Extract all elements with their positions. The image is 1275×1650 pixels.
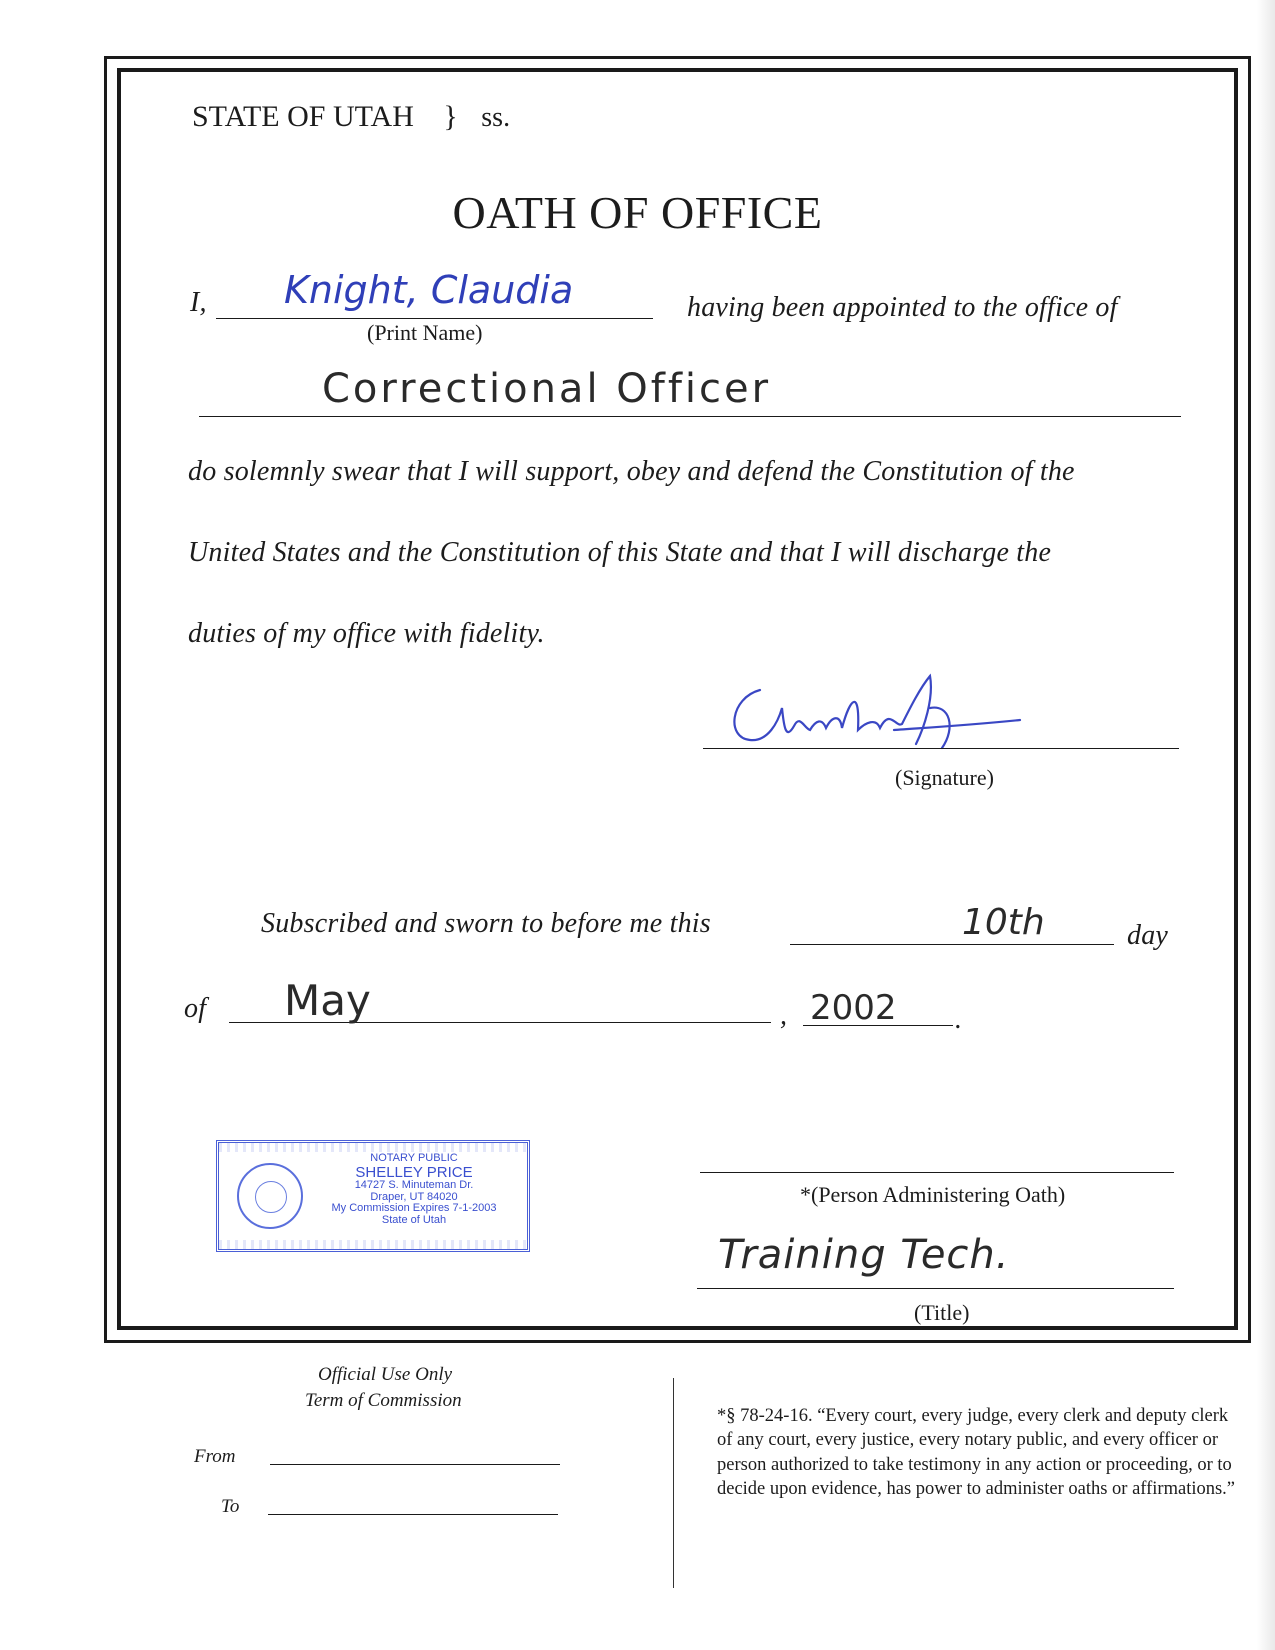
title-line [697,1288,1174,1289]
notary-name: SHELLEY PRICE [355,1163,473,1181]
administrator-signature-line [700,1172,1174,1173]
administrator-caption: *(Person Administering Oath) [800,1182,1066,1207]
page-edge-shadow [1257,0,1275,1650]
print-name-line [216,318,653,319]
office-value: Correctional Officer [322,366,772,412]
oath-text-line-2: United States and the Constitution of this State and that I will discharge the [188,537,1052,568]
notary-stamp-text [299,1153,529,1226]
signature-line [703,748,1179,749]
from-label: From [194,1446,236,1467]
of-label: of [184,993,207,1024]
day-line [790,944,1114,945]
notary-commission: My Commission Expires 7-1-2003 [331,1202,497,1215]
venue-header [192,100,510,134]
office-line [199,416,1181,417]
oath-text-line-1: do solemnly swear that I will support, obey and defend the Constitution of the [188,456,1075,487]
appointed-text: having been appointed to the office of [687,292,1118,323]
footer-divider [673,1378,674,1588]
month-comma: , [780,1000,788,1031]
print-name-caption: (Print Name) [367,320,483,345]
notary-heading: NOTARY PUBLIC [370,1152,458,1164]
notary-address-1: 14727 S. Minuteman Dr. [354,1179,474,1192]
statute-footnote: *§ 78-24-16. “Every court, every judge, every clerk and deputy clerk of any court, every justice, every notary public, and every officer or person authorized to take testimony in any action or proceeding, or to decide upon evidence, has power to administer oaths or affirmations.” [717,1406,1236,1500]
state-seal-icon [237,1163,303,1229]
ss-label: ss. [481,102,511,133]
title-value: Training Tech. [718,1232,1010,1278]
from-line [270,1464,560,1465]
oath-text-line-3: duties of my office with fidelity. [188,618,545,649]
official-use-heading: Official Use Only [318,1364,453,1385]
to-label: To [221,1496,240,1517]
year-period: . [955,1004,963,1035]
to-line [268,1514,558,1515]
month-value: May [284,976,371,1025]
year-value: 2002 [810,988,897,1028]
title-caption: (Title) [914,1300,970,1325]
notary-address-2: Draper, UT 84020 [370,1190,458,1203]
oath-signature [720,668,1040,768]
signature-caption: (Signature) [895,765,994,790]
venue-brace: } [443,100,458,133]
day-value: 10th [962,902,1045,943]
oath-prefix: I, [190,287,207,318]
notary-stamp [216,1140,530,1252]
page-title: OATH OF OFFICE [452,187,823,238]
notary-state: State of Utah [381,1213,447,1226]
day-label: day [1127,920,1169,951]
term-of-commission-heading: Term of Commission [305,1390,462,1411]
print-name-value: Knight, Claudia [284,268,574,312]
state-label: STATE OF UTAH [192,100,414,133]
sworn-text: Subscribed and sworn to before me this [261,908,711,939]
